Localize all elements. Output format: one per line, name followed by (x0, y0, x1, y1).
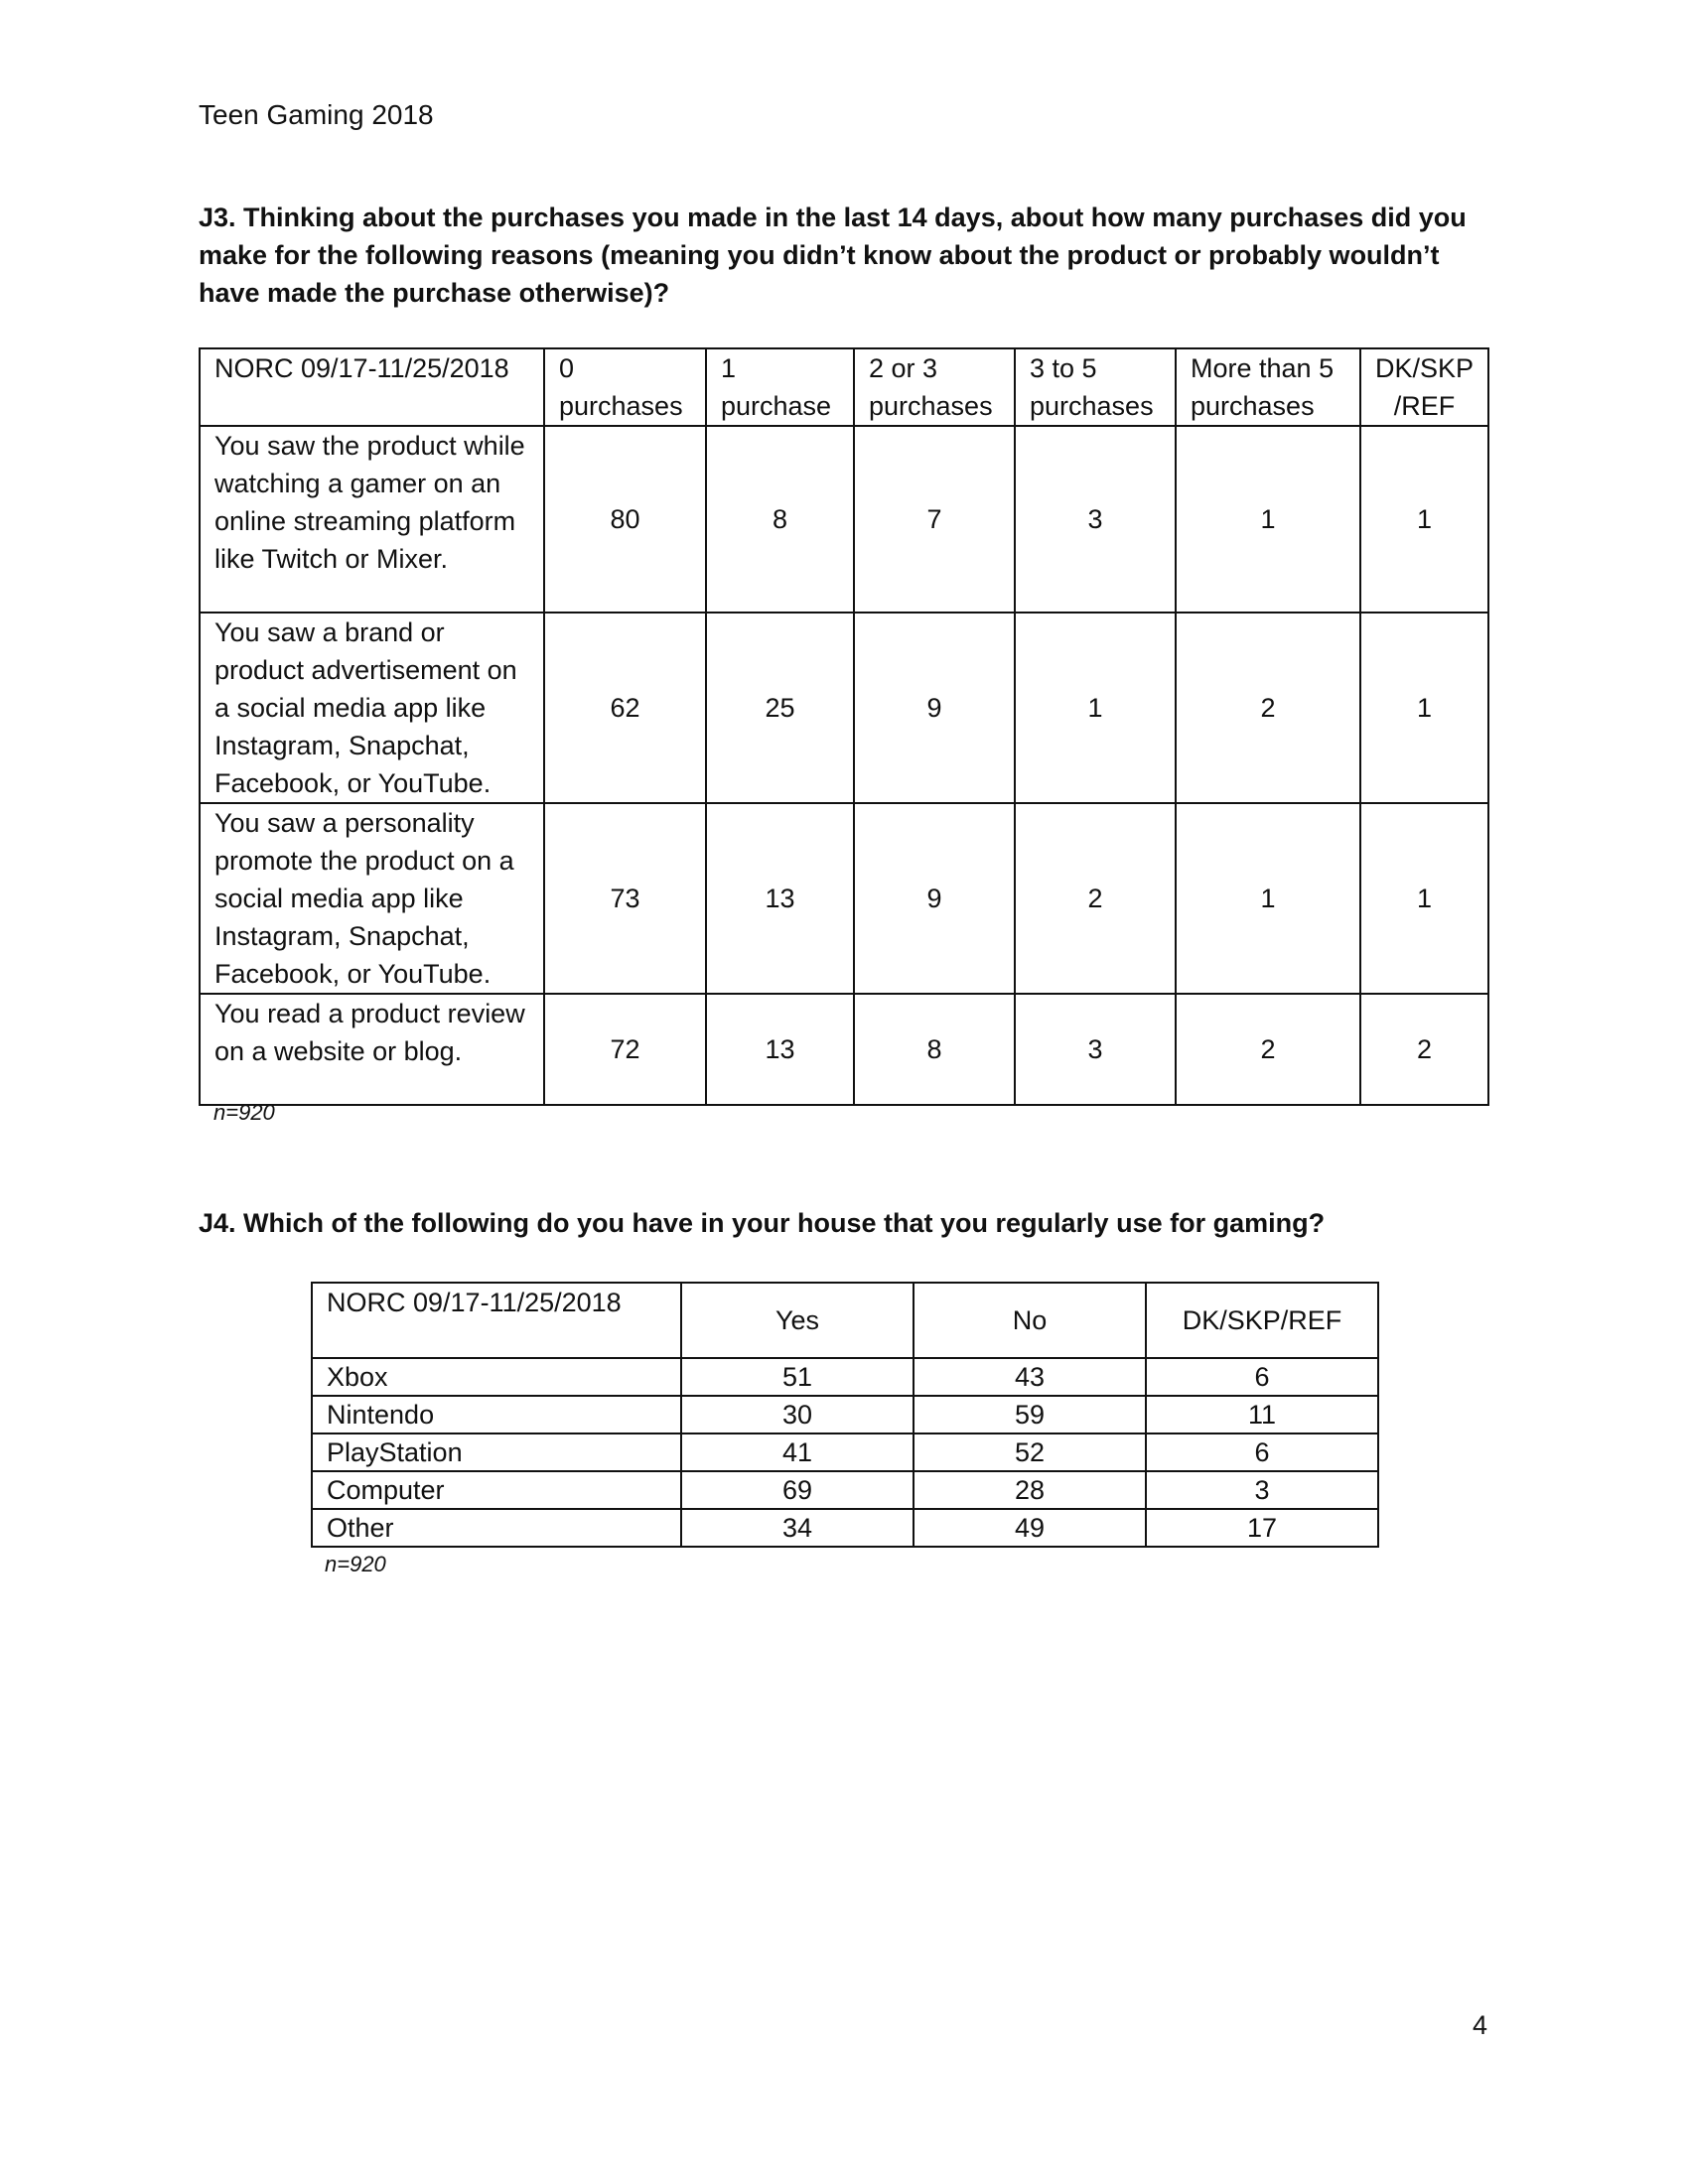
table-cell: 51 (681, 1358, 914, 1396)
row-label: You saw the product while watching a gamer on an online streaming platform like Twitch or Mixer. (200, 426, 544, 613)
table-cell: 28 (914, 1471, 1146, 1509)
column-header-2-or-3-purchases: 2 or 3 purchases (854, 348, 1015, 426)
table-cell: 72 (544, 994, 706, 1105)
question-j3: J3. Thinking about the purchases you made in the last 14 days, about how many purchases did you make for the following reasons (meaning you didn’t know about the product or probably wouldn’t have made the purchase otherwise)? (199, 203, 1467, 308)
table-cell: 25 (706, 613, 854, 803)
table-cell: 13 (706, 994, 854, 1105)
table-row (200, 426, 1488, 613)
sample-size-note: n=920 (325, 1552, 386, 1576)
table-row (200, 613, 1488, 803)
table-cell: 2 (1176, 994, 1360, 1105)
j4-table (311, 1282, 1379, 1548)
j3-table (199, 347, 1489, 1106)
table-row (312, 1396, 1378, 1433)
table-cell: 7 (854, 426, 1015, 613)
table-row (200, 994, 1488, 1105)
table-cell: 2 (1360, 994, 1488, 1105)
row-label: Other (312, 1509, 681, 1547)
table-cell: 69 (681, 1471, 914, 1509)
table-cell: 2 (1015, 803, 1176, 994)
table-cell: 3 (1015, 994, 1176, 1105)
row-label: Xbox (312, 1358, 681, 1396)
column-header-source: NORC 09/17-11/25/2018 (312, 1283, 681, 1358)
table-row (312, 1358, 1378, 1396)
table-cell: 49 (914, 1509, 1146, 1547)
column-header-dk-skp-ref: DK/SKP /REF (1360, 348, 1488, 426)
column-header-0-purchases: 0 purchases (544, 348, 706, 426)
table-header-row (200, 348, 1488, 426)
column-header-dk-skp-ref: DK/SKP/REF (1146, 1283, 1378, 1358)
row-label: You saw a personality promote the product on a social media app like Instagram, Snapchat, Facebook, or YouTube. (200, 803, 544, 994)
table-cell: 8 (706, 426, 854, 613)
sample-size-note: n=920 (213, 1100, 275, 1125)
question-j4: J4. Which of the following do you have in your house that you regularly use for gaming? (199, 1208, 1326, 1238)
table-cell: 8 (854, 994, 1015, 1105)
column-header-more-than-5-purchases: More than 5 purchases (1176, 348, 1360, 426)
table-cell: 1 (1360, 426, 1488, 613)
column-header-1-purchase: 1 purchase (706, 348, 854, 426)
table-cell: 3 (1146, 1471, 1378, 1509)
table-cell: 1 (1176, 426, 1360, 613)
table-cell: 3 (1015, 426, 1176, 613)
row-label: Computer (312, 1471, 681, 1509)
column-header-yes: Yes (681, 1283, 914, 1358)
table-cell: 73 (544, 803, 706, 994)
row-label: Nintendo (312, 1396, 681, 1433)
table-cell: 1 (1015, 613, 1176, 803)
table-cell: 80 (544, 426, 706, 613)
table-cell: 30 (681, 1396, 914, 1433)
column-header-source: NORC 09/17-11/25/2018 (200, 348, 544, 426)
table-cell: 11 (1146, 1396, 1378, 1433)
table-row (312, 1509, 1378, 1547)
table-cell: 1 (1360, 613, 1488, 803)
table-cell: 1 (1360, 803, 1488, 994)
table-cell: 59 (914, 1396, 1146, 1433)
table-cell: 62 (544, 613, 706, 803)
table-cell: 41 (681, 1433, 914, 1471)
table-cell: 6 (1146, 1433, 1378, 1471)
table-row (312, 1433, 1378, 1471)
column-header-3-to-5-purchases: 3 to 5 purchases (1015, 348, 1176, 426)
page-number: 4 (1473, 2010, 1488, 2040)
table-row (312, 1471, 1378, 1509)
table-cell: 52 (914, 1433, 1146, 1471)
table-row (200, 803, 1488, 994)
table-cell: 2 (1176, 613, 1360, 803)
row-label: You read a product review on a website or blog. (200, 994, 544, 1105)
table-cell: 6 (1146, 1358, 1378, 1396)
table-cell: 34 (681, 1509, 914, 1547)
table-cell: 43 (914, 1358, 1146, 1396)
table-cell: 13 (706, 803, 854, 994)
table-cell: 9 (854, 613, 1015, 803)
document-header: Teen Gaming 2018 (199, 99, 434, 130)
table-cell: 9 (854, 803, 1015, 994)
row-label: You saw a brand or product advertisement on a social media app like Instagram, Snapchat, Facebook, or YouTube. (200, 613, 544, 803)
column-header-no: No (914, 1283, 1146, 1358)
row-label: PlayStation (312, 1433, 681, 1471)
table-header-row (312, 1283, 1378, 1358)
table-cell: 17 (1146, 1509, 1378, 1547)
table-cell: 1 (1176, 803, 1360, 994)
